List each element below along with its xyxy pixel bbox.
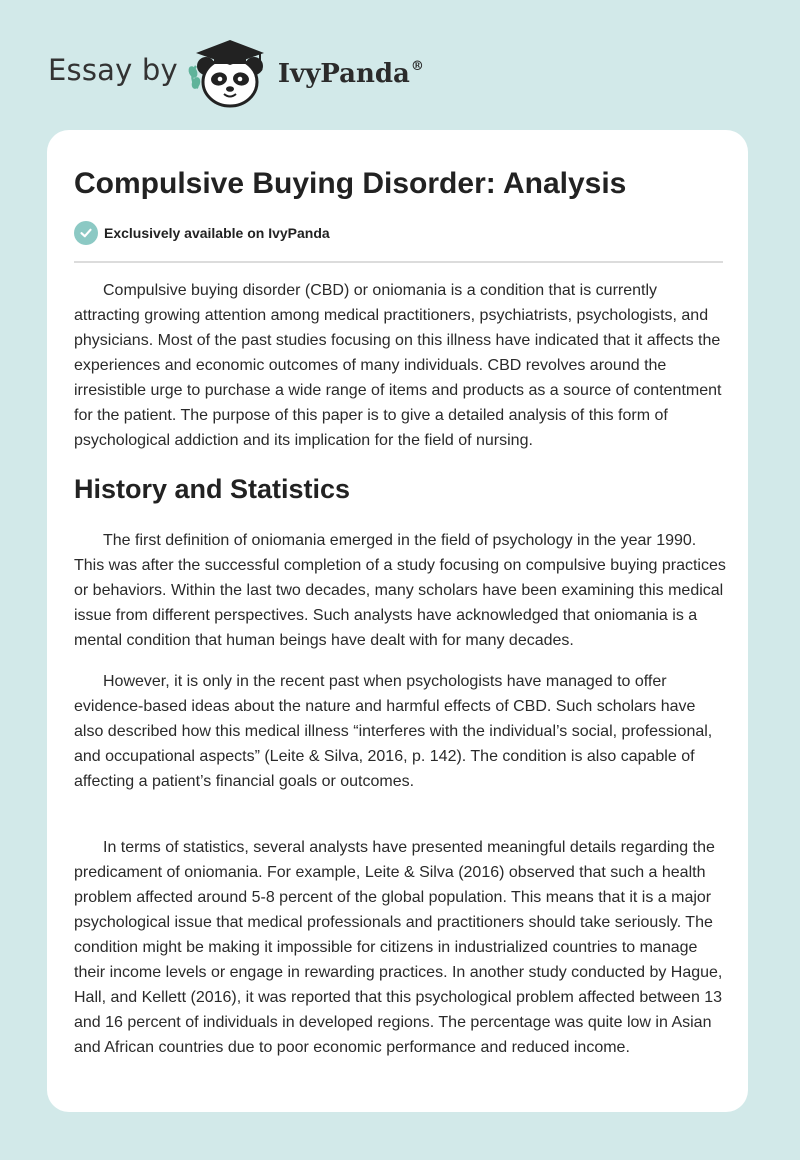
exclusive-badge-label: Exclusively available on IvyPanda — [104, 225, 330, 241]
page-title: Compulsive Buying Disorder: Analysis — [74, 167, 627, 200]
header-divider — [74, 261, 723, 263]
essay-by-label: Essay by — [48, 53, 178, 87]
intro-paragraph: Compulsive buying disorder (CBD) or oniomania is a condition that is currently attracting growing attention among medical practitioners, psychiatrists, psychologists, and physicians. Most of the past studies focusing on this illness have indicated that it affects the experiences and economic outcomes of many individuals. CBD revolves around the irresistible urge to purchase a wide range of items and products as a source of contentment for the patient. The purpose of this paper is to give a detailed analysis of this form of psychological addiction and its implication for the field of nursing. — [74, 282, 722, 449]
essay-card — [47, 130, 748, 1112]
body-paragraph-1: The first definition of oniomania emerged in the field of psychology in the year 1990. This was after the successful completion of a study focusing on compulsive buying practices or behaviors. Within the last two decades, many scholars have been examining this medical issue from different perspectives. Such analysts have acknowledged that oniomania is a mental condition that human beings have dealt with for many decades. — [74, 532, 726, 649]
site-header — [48, 36, 424, 108]
brand-label: IvyPanda — [277, 59, 410, 89]
check-circle-icon — [74, 221, 98, 245]
brand-name — [278, 59, 424, 89]
exclusive-badge — [74, 221, 330, 245]
panda-graduate-icon — [184, 36, 276, 108]
section-heading: History and Statistics — [74, 474, 351, 504]
body-paragraph-3: In terms of statistics, several analysts have presented meaningful details regarding the predicament of oniomania. For example, Leite & Silva (2016) observed that such a health problem affected around 5-8 percent of the global population. This means that it is a major psychological issue that medical professionals and practitioners should take seriously. The condition might be making it impossible for citizens in industrialized countries to manage their income levels or engage in rewarding practices. In another study conducted by Hague, Hall, and Kellett (2016), it was reported that this psychological problem affected between 13 and 16 percent of individuals in developed regions. The percentage was quite low in Asian and African countries due to poor economic performance and reduced income. — [74, 839, 723, 1056]
body-paragraph-2: However, it is only in the recent past when psychologists have managed to offer evidence-based ideas about the nature and harmful effects of CBD. Such scholars have also described how this medical illness “interferes with the individual’s social, professional, and occupational aspects” (Leite & Silva, 2016, p. 142). The condition is also capable of affecting a patient’s financial goals or outcomes. — [74, 673, 713, 790]
trademark-symbol: ® — [410, 59, 424, 74]
